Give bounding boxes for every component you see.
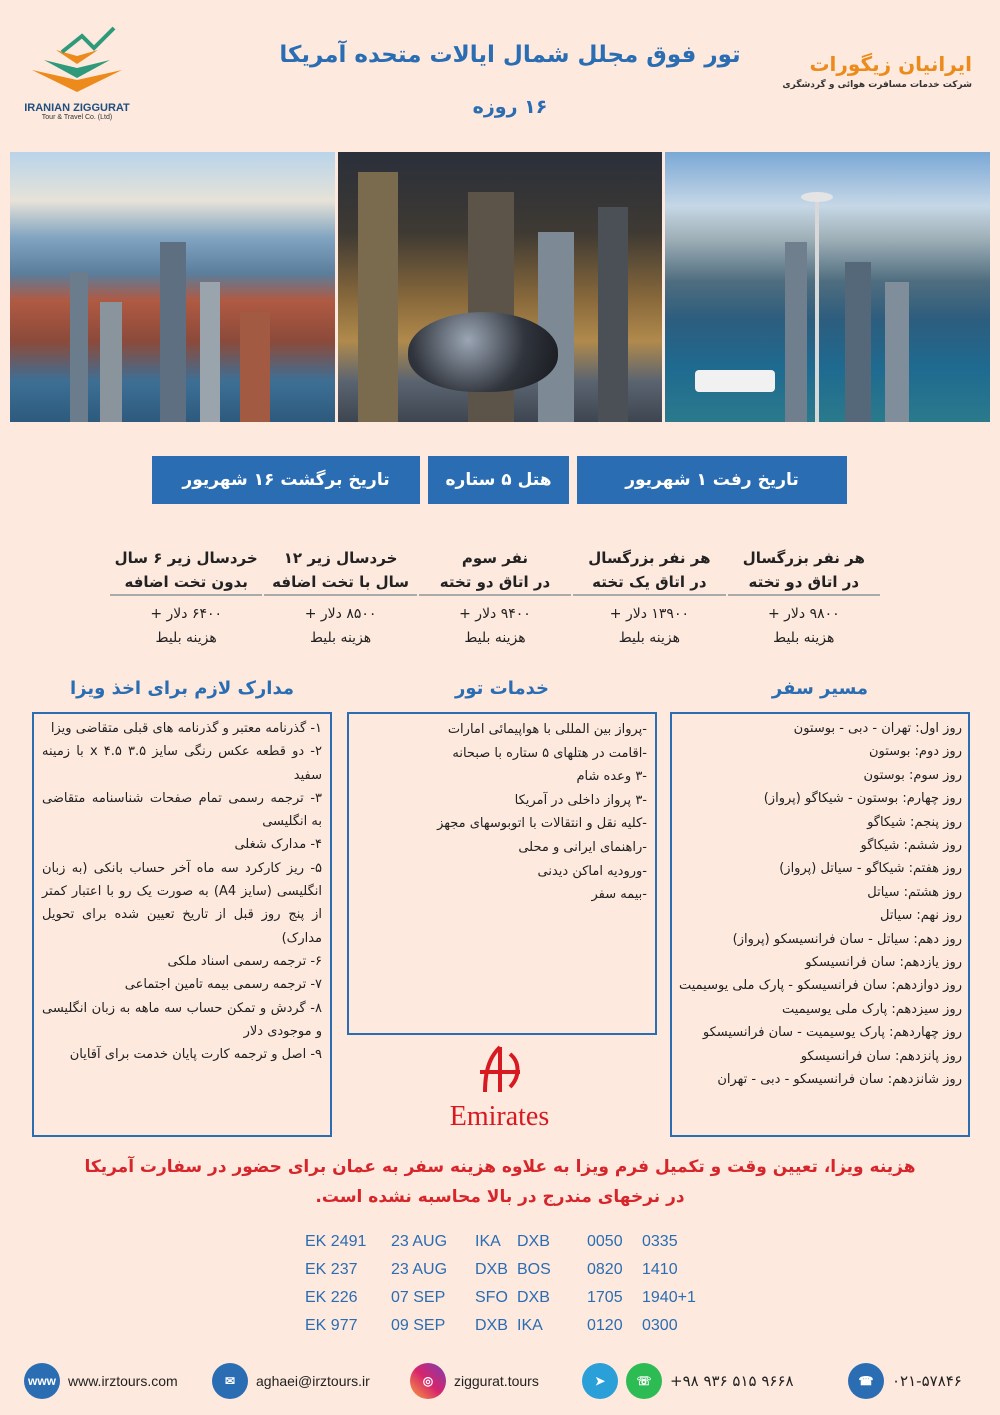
price-column <box>419 544 571 656</box>
table-row: EK 237 23 AUG DXB BOS 0820 1410 <box>305 1261 678 1278</box>
list-item: ۶- ترجمه رسمی اسناد ملکی <box>167 953 322 969</box>
price-value: ۹۴۰۰ دلار + هزینه بلیط <box>459 606 531 646</box>
logo-subtext: Tour & Travel Co. (Ltd) <box>41 114 113 121</box>
list-item: روز اول: تهران - دبی - بوستون <box>793 721 962 736</box>
list-item: روز شانزدهم: سان فرانسیسکو - دبی - تهران <box>717 1072 962 1088</box>
price-value: ۹۸۰۰ دلار + هزینه بلیط <box>767 606 840 646</box>
price-value: ۶۴۰۰ دلار + هزینه بلیط <box>150 606 223 646</box>
globe-icon: www <box>24 1363 60 1399</box>
telegram-icon: ➤ <box>582 1363 618 1399</box>
list-item: -ورودیه اماکن دیدنی <box>537 863 647 879</box>
table-row: EK 2491 23 AUG IKA DXB 0050 0335 <box>305 1233 678 1250</box>
price-header: خردسال زیر ۱۲ سال با تخت اضافه <box>264 544 416 596</box>
list-item: ۳- ترجمه رسمی تمام صفحات شناسنامه متقاضی به انگلیسی <box>42 790 322 830</box>
price-header: نفر سوم در اتاق دو تخته <box>419 544 571 596</box>
list-item: روز هفتم: شیکاگو - سیاتل (پرواز) <box>779 861 962 877</box>
price-column <box>573 544 725 656</box>
list-item: -بیمه سفر <box>591 887 647 903</box>
list-item: روز نهم: سیاتل <box>880 908 962 924</box>
itinerary-box <box>670 712 970 1137</box>
phone-contact[interactable]: ☎ ۰۲۱-۵۷۸۴۶ <box>848 1363 962 1399</box>
contact-footer <box>0 1355 1000 1405</box>
price-column <box>728 544 880 656</box>
list-item: روز سیزدهم: پارک ملی یوسیمیت <box>782 1001 962 1017</box>
list-item: -اقامت در هتلهای ۵ ستاره با صبحانه <box>452 745 647 761</box>
phone-icon: ☎ <box>848 1363 884 1399</box>
photo-strip <box>10 152 990 422</box>
list-item: -کلیه نقل و انتقالات با اتوبوسهای مجهز <box>437 816 647 832</box>
hotel-rating-bar: هتل ۵ ستاره <box>428 456 569 504</box>
list-item: -راهنمای ایرانی و محلی <box>518 839 647 855</box>
company-logo <box>22 22 132 132</box>
emirates-logo <box>432 1042 567 1137</box>
list-item: روز ششم: شیکاگو <box>860 838 962 854</box>
table-row: EK 977 09 SEP DXB IKA 0120 0300 <box>305 1317 678 1334</box>
price-column <box>110 544 262 656</box>
boston-photo <box>10 152 335 422</box>
itinerary-title: مسیر سفر <box>771 678 869 699</box>
list-item: ۴- مدارک شغلی <box>234 837 322 853</box>
list-item: ۱- گذرنامه معتبر و گذرنامه های قبلی متقاضی ویزا <box>50 721 322 736</box>
price-value: ۱۳۹۰۰ دلار + هزینه بلیط <box>609 606 689 646</box>
website-link[interactable]: www www.irztours.com <box>24 1363 178 1399</box>
list-item: روز دهم: سیاتل - سان فرانسیسکو (پرواز) <box>732 931 962 947</box>
list-item: ۲- دو قطعه عکس رنگی سایز ۳.۵ x ۴.۵ با زمینه سفید <box>42 744 322 783</box>
brand-block <box>782 52 972 90</box>
list-item: روز پنجم: شیکاگو <box>867 814 962 830</box>
list-item: روز چهارم: بوستون - شیکاگو (پرواز) <box>763 791 962 807</box>
list-item: روز سوم: بوستون <box>863 767 962 783</box>
chicago-photo <box>338 152 663 422</box>
return-date-bar: تاریخ برگشت ۱۶ شهریور <box>152 456 420 504</box>
instagram-icon: ◎ <box>410 1363 446 1399</box>
page-title: تور فوق مجلل شمال ایالات متحده آمریکا <box>279 42 741 68</box>
airline-name: Emirates <box>449 1101 550 1132</box>
price-value: ۸۵۰۰ دلار + هزینه بلیط <box>304 606 377 646</box>
list-item: روز دوم: بوستون <box>868 744 962 760</box>
emirates-calligraphy-icon <box>465 1042 535 1097</box>
list-item: روز دوازدهم: سان فرانسیسکو - پارک ملی یوسیمیت <box>678 978 962 994</box>
list-item: روز هشتم: سیاتل <box>867 884 962 900</box>
tour-duration: ۱۶ روزه <box>472 96 548 118</box>
price-header: هر نفر بزرگسال در اتاق دو تخته <box>728 544 880 596</box>
seattle-photo <box>665 152 990 422</box>
mobile-contact[interactable]: ➤ ☏ +۹۸ ۹۳۶ ۵۱۵ ۹۶۶۸ <box>582 1363 794 1399</box>
list-item: ۷- ترجمه رسمی بیمه تامین اجتماعی <box>124 977 322 993</box>
list-item: روز پانزدهم: سان فرانسیسکو <box>800 1048 962 1064</box>
instagram-link[interactable]: ◎ ziggurat.tours <box>410 1363 539 1399</box>
list-item: -پرواز بین المللی با هواپیمائی امارات <box>447 722 647 737</box>
list-item: -۳ پرواز داخلی در آمریکا <box>514 792 647 808</box>
price-header: خردسال زیر ۶ سال بدون تخت اضافه <box>110 544 262 596</box>
brand-tagline: شرکت خدمات مسافرت هوائی و گردشگری <box>782 80 972 90</box>
services-title: خدمات تور <box>454 678 550 699</box>
table-row: EK 226 07 SEP SFO DXB 1705 1940+1 <box>305 1289 696 1306</box>
price-header: هر نفر بزرگسال در اتاق یک تخته <box>573 544 725 596</box>
services-box <box>347 712 657 1035</box>
flight-schedule <box>305 1228 712 1340</box>
departure-date-bar: تاریخ رفت ۱ شهریور <box>577 456 847 504</box>
list-item: ۸- گردش و تمکن حساب سه ماهه به زبان انگلیسی و موجودی دلار <box>42 1000 322 1039</box>
ziggurat-logo-icon <box>22 22 132 102</box>
price-table <box>110 544 880 656</box>
visa-docs-box <box>32 712 332 1137</box>
email-link[interactable]: ✉ aghaei@irztours.ir <box>212 1363 370 1399</box>
list-item: -۳ وعده شام <box>576 769 647 785</box>
price-column <box>264 544 416 656</box>
logo-text: IRANIAN ZIGGURAT <box>24 102 130 114</box>
visa-cost-notice: هزینه ویزا، تعیین وقت و تکمیل فرم ویزا به علاوه هزینه سفر به عمان برای حضور در سفارت آمریکا در نرخهای مندرج در بالا محاسبه نشده است. <box>84 1157 916 1207</box>
whatsapp-icon: ☏ <box>626 1363 662 1399</box>
list-item: ۹- اصل و ترجمه کارت پایان خدمت برای آقایان <box>69 1047 322 1063</box>
brand-name: ایرانیان زیگورات <box>809 52 972 76</box>
list-item: روز چهاردهم: پارک یوسیمیت - سان فرانسیسکو <box>702 1025 962 1041</box>
visa-docs-title: مدارک لازم برای اخذ ویزا <box>69 678 294 699</box>
list-item: ۵- ریز کارکرد سه ماه آخر حساب بانکی (به زبان انگلیسی (سایز A4) به صورت یک رو با اعتبار کمتر از پنج روز قبل از تاریخ تعیین شده برای تحویل مدارک) <box>42 860 322 946</box>
envelope-icon: ✉ <box>212 1363 248 1399</box>
list-item: روز یازدهم: سان فرانسیسکو <box>805 955 962 971</box>
